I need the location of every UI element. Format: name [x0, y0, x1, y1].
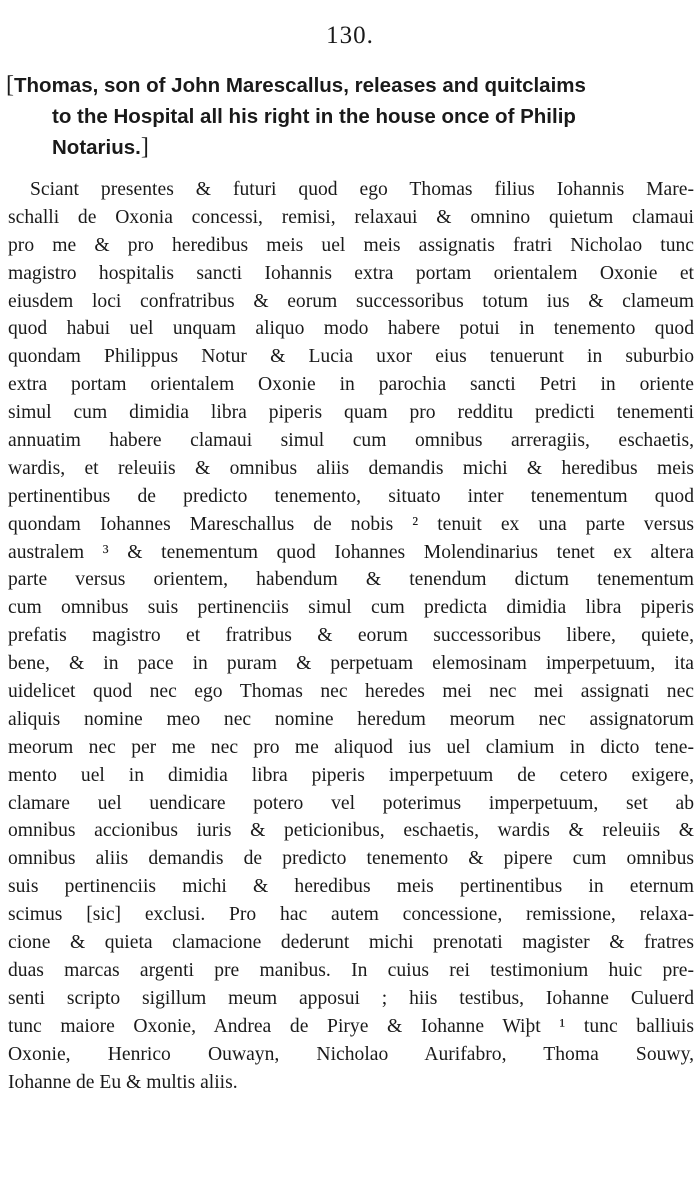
text-line: magistro hospitalis sancti Iohannis extra portam orientalem Oxonie et — [8, 262, 694, 284]
text-line: australem ³ & tenementum quod Iohannes Molendinarius tenet ex altera — [8, 541, 694, 563]
text-line: quondam Philippus Notur & Lucia uxor eius tenuerunt in suburbio — [8, 346, 694, 368]
text-line: annuatim habere clamaui simul cum omnibus arreragiis, eschaetis, — [8, 430, 694, 452]
text-line: quod habui uel unquam aliquo modo habere potui in tenemento quod — [8, 318, 694, 340]
open-bracket: [ — [6, 72, 14, 98]
text-line: Iohanne de Eu & multis aliis. — [8, 1071, 238, 1093]
text-line: Oxonie, Henrico Ouwayn, Nicholao Aurifabro, Thoma Souwy, — [8, 1043, 694, 1065]
text-line: mento uel in dimidia libra piperis imperpetuum de cetero exigere, — [8, 764, 694, 786]
text-line: eiusdem loci confratribus & eorum successoribus totum ius & clameum — [8, 290, 694, 312]
document-heading — [6, 70, 694, 164]
heading-line-3 — [6, 132, 694, 164]
text-line: pertinentibus de predicto tenemento, situato inter tenementum quod — [8, 485, 694, 507]
text-line: cum omnibus suis pertinenciis simul cum predicta dimidia libra piperis — [8, 597, 694, 619]
text-line: wardis, et releuiis & omnibus aliis demandis michi & heredibus meis — [8, 457, 694, 479]
text-line: meorum nec per me nec pro me aliquod ius uel clamium in dicto tene- — [8, 736, 694, 758]
text-line: prefatis magistro et fratribus & eorum successoribus libere, quiete, — [8, 625, 694, 647]
text-line: suis pertinenciis michi & heredibus meis pertinentibus in eternum — [8, 876, 694, 898]
text-line: extra portam orientalem Oxonie in parochia sancti Petri in oriente — [8, 374, 694, 396]
text-line: clamare uel uendicare potero vel poterimus imperpetuum, set ab — [8, 792, 694, 814]
text-line: pro me & pro heredibus meis uel meis assignatis fratri Nicholao tunc — [8, 234, 694, 256]
text-line: uidelicet quod nec ego Thomas nec heredes mei nec mei assignati nec — [8, 681, 694, 703]
close-bracket: ] — [140, 134, 149, 160]
text-line: schalli de Oxonia concessi, remisi, relaxaui & omnino quietum clamaui — [8, 206, 694, 228]
text-line: senti scripto sigillum meum apposui ; hiis testibus, Iohanne Culuerd — [8, 987, 694, 1009]
heading-text-1: Thomas, son of John Marescallus, releases and quitclaims — [14, 74, 586, 97]
text-line: scimus [sic] exclusi. Pro hac autem concessione, remissione, relaxa- — [8, 904, 694, 926]
charter-text — [8, 176, 694, 1096]
text-line: parte versus orientem, habendum & tenendum dictum tenementum — [8, 569, 694, 591]
text-line: omnibus aliis demandis de predicto tenemento & pipere cum omnibus — [8, 848, 694, 870]
heading-text-3: Notarius. — [52, 136, 141, 159]
text-line: omnibus accionibus iuris & peticionibus, eschaetis, wardis & releuiis & — [8, 820, 694, 842]
text-line: tunc maiore Oxonie, Andrea de Pirye & Iohanne Wiþt ¹ tunc balliuis — [8, 1015, 694, 1037]
heading-line-2: to the Hospital all his right in the house once of Philip — [52, 104, 576, 128]
text-line: quondam Iohannes Mareschallus de nobis ² tenuit ex una parte versus — [8, 513, 694, 535]
text-line: Sciant presentes & futuri quod ego Thomas filius Iohannis Mare- — [30, 179, 694, 200]
page-number: 130. — [326, 22, 374, 49]
text-line: aliquis nomine meo nec nomine heredum meorum nec assignatorum — [8, 708, 694, 730]
heading-line-1 — [6, 70, 694, 102]
text-line: duas marcas argenti pre manibus. In cuius rei testimonium huic pre- — [8, 959, 694, 981]
text-line: simul cum dimidia libra piperis quam pro redditu predicti tenementi — [8, 402, 694, 424]
text-line: bene, & in pace in puram & perpetuam elemosinam imperpetuum, ita — [8, 653, 694, 675]
text-line: cione & quieta clamacione dederunt michi prenotati magister & fratres — [8, 932, 694, 954]
